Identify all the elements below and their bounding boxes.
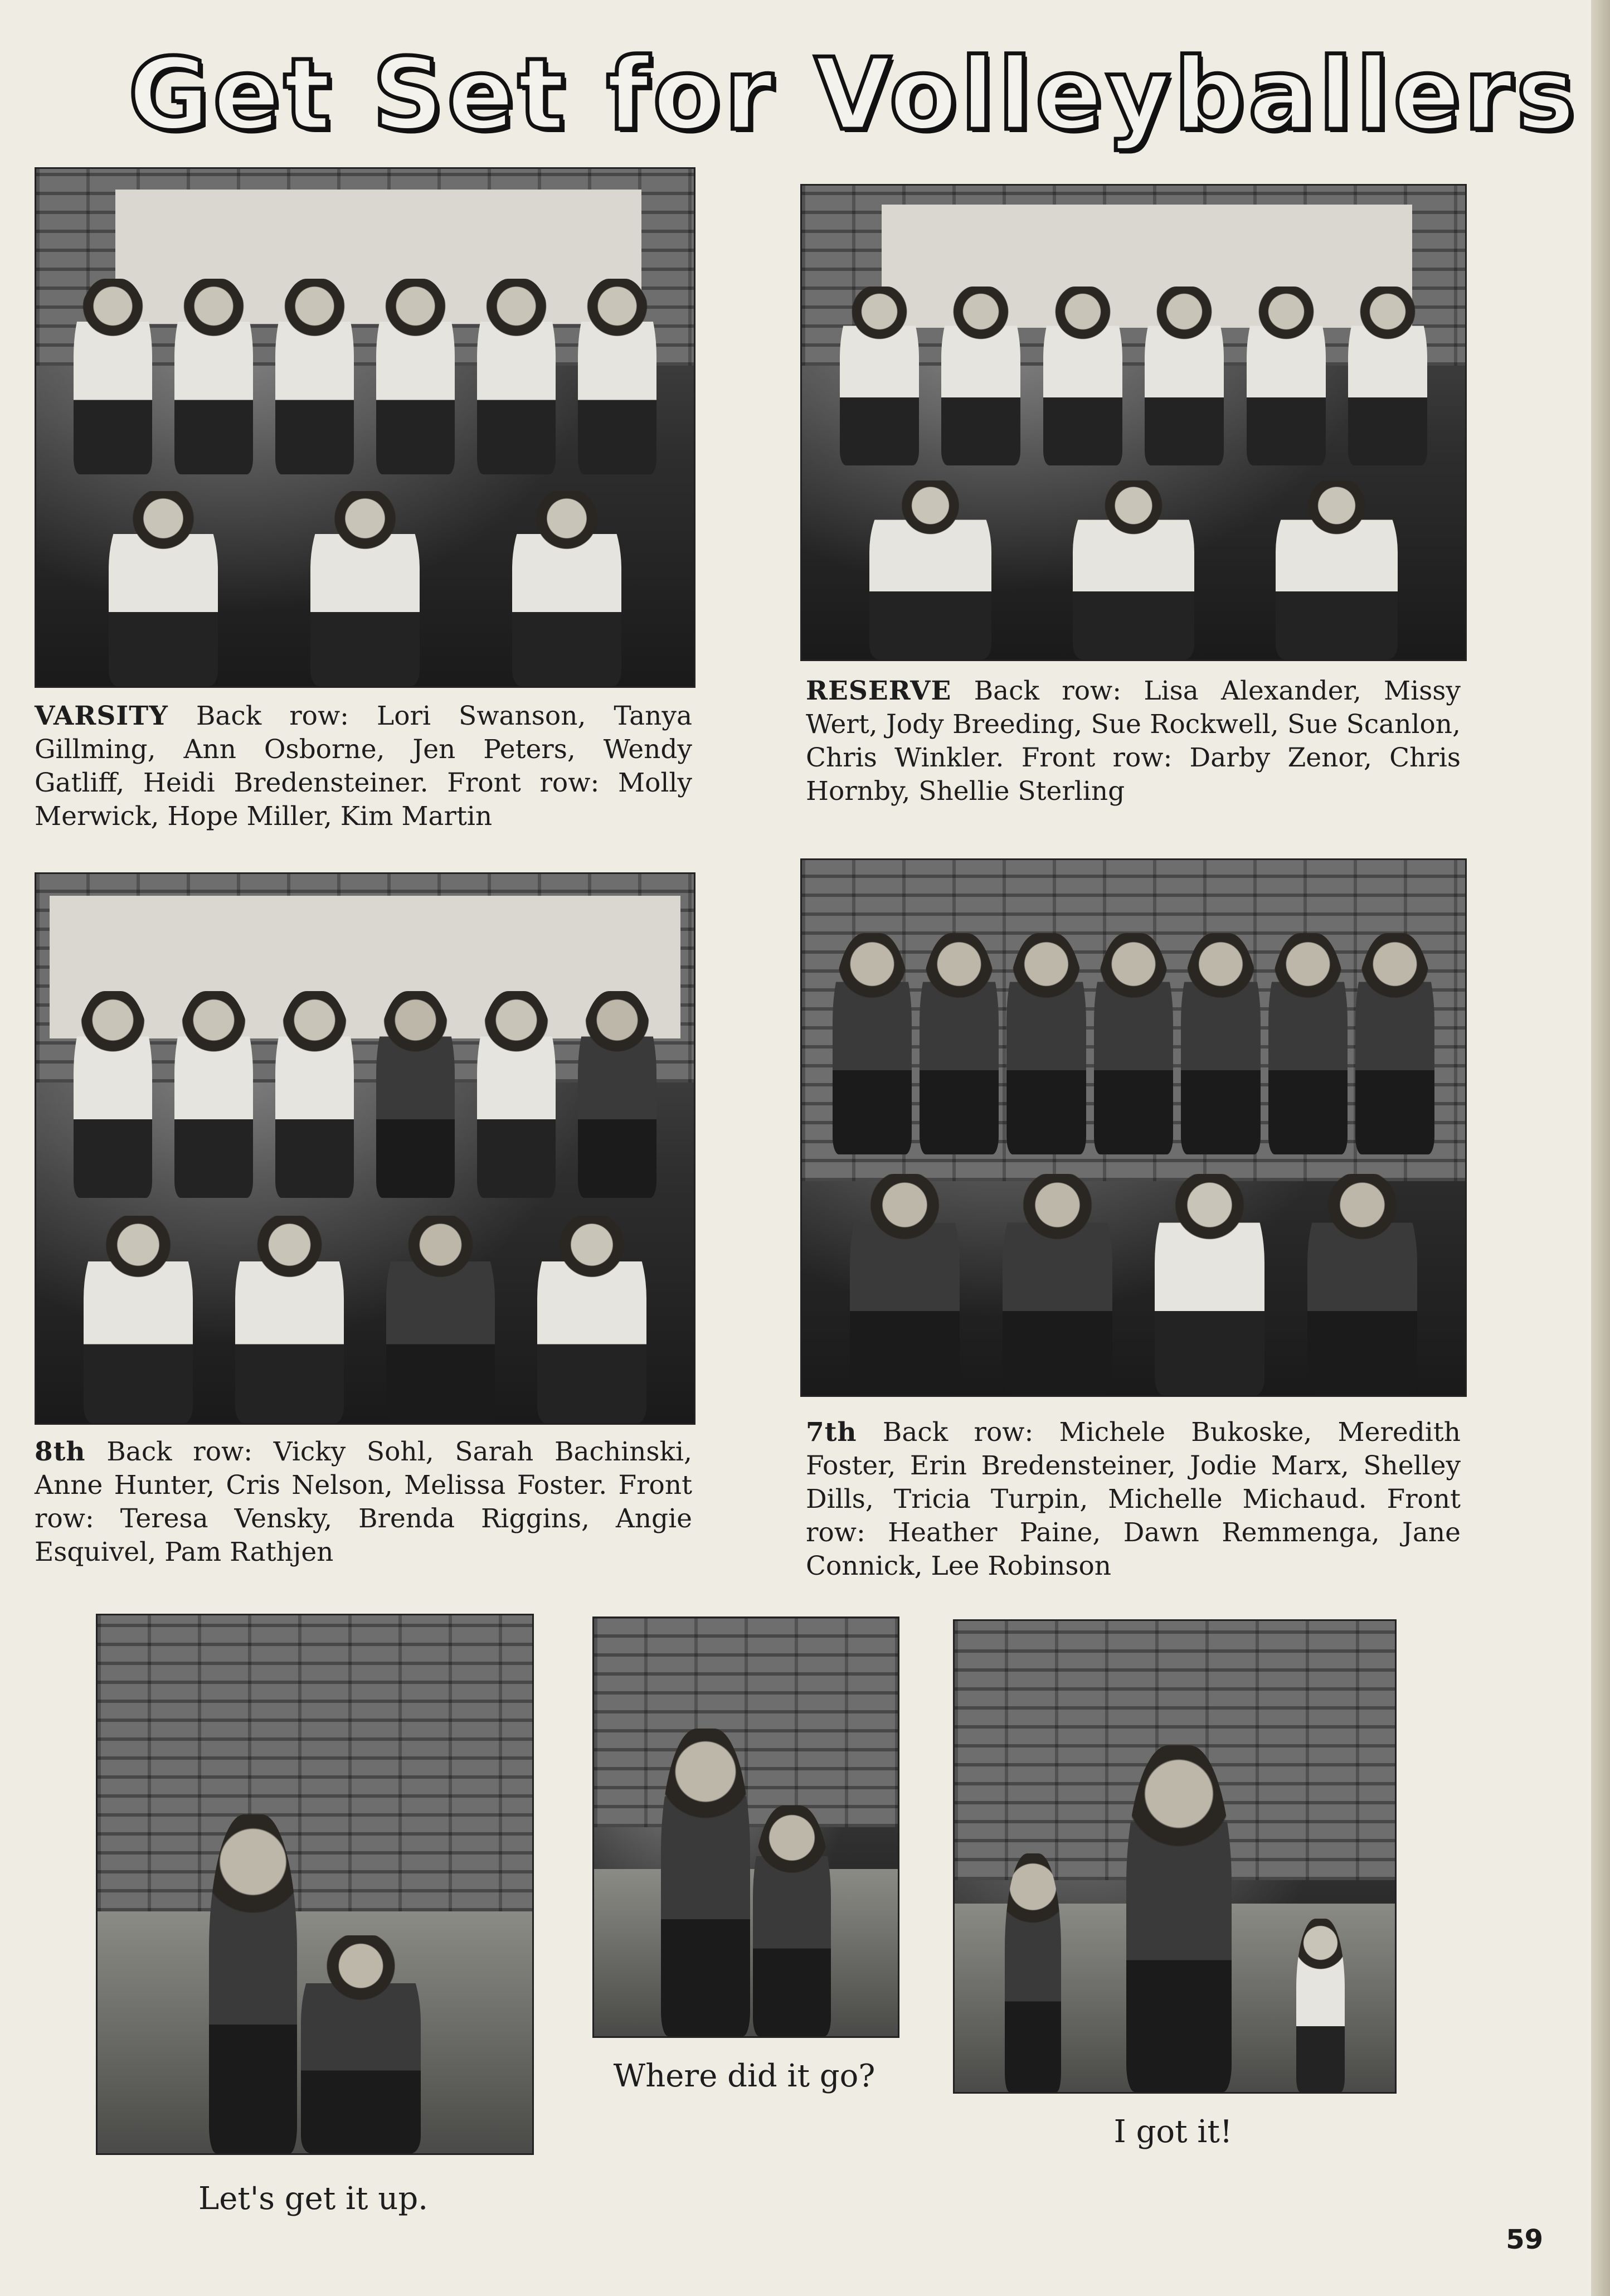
player bbox=[376, 991, 455, 1198]
reserve-caption-lead: RESERVE bbox=[806, 676, 952, 706]
player bbox=[850, 1174, 960, 1395]
player bbox=[477, 279, 556, 474]
player bbox=[1307, 1174, 1417, 1395]
player bbox=[235, 1216, 344, 1423]
varsity-caption bbox=[35, 700, 692, 833]
player bbox=[1181, 933, 1260, 1154]
player bbox=[275, 279, 354, 474]
action-photo-3 bbox=[953, 1619, 1397, 2094]
player bbox=[1145, 287, 1224, 465]
players-in-action bbox=[115, 1669, 515, 2154]
player bbox=[537, 1216, 646, 1423]
player bbox=[74, 279, 152, 474]
seventh-grade-caption-lead: 7th bbox=[806, 1417, 857, 1448]
seventh-grade-caption-text: Back row: Michele Bukoske, Meredith Foster, Erin Bredensteiner, Jodie Marx, Shelley Dills, Tricia Turpin, Michelle Michaud. Front row: Heather Paine, Dawn Remmenga, Jane Connick, Lee Robinson bbox=[806, 1417, 1461, 1581]
team-members bbox=[829, 914, 1439, 1395]
player bbox=[869, 480, 991, 659]
player bbox=[1247, 287, 1326, 465]
player bbox=[275, 991, 354, 1198]
player bbox=[661, 1729, 750, 2036]
varsity-team-photo bbox=[35, 167, 695, 688]
seventh-grade-team-photo bbox=[800, 858, 1467, 1397]
player bbox=[310, 491, 419, 686]
player bbox=[1348, 287, 1427, 465]
action-photo-2 bbox=[592, 1617, 899, 2038]
reserve-caption-text: Back row: Lisa Alexander, Missy Wert, Jody Breeding, Sue Rockwell, Sue Scanlon, Chris Winkler. Front row: Darby Zenor, Chris Hornby, Shellie Sterling bbox=[806, 676, 1461, 807]
player bbox=[512, 491, 621, 686]
seventh-grade-caption bbox=[806, 1416, 1461, 1583]
varsity-caption-text: Back row: Lori Swanson, Tanya Gillming, Ann Osborne, Jen Peters, Wendy Gatliff, Heidi Bredensteiner. Front row: Molly Merwick, Hope Miller, Kim Martin bbox=[35, 701, 692, 832]
eighth-grade-caption-text: Back row: Vicky Sohl, Sarah Bachinski, Anne Hunter, Cris Nelson, Melissa Foster. Front row: Teresa Vensky, Brenda Riggins, Angie Esquivel, Pam Rathjen bbox=[35, 1436, 692, 1567]
player bbox=[1094, 933, 1173, 1154]
player bbox=[578, 991, 656, 1198]
page-binding-edge bbox=[1591, 0, 1610, 2296]
team-members bbox=[829, 271, 1439, 659]
player bbox=[920, 933, 999, 1154]
eighth-grade-team-photo bbox=[35, 872, 695, 1425]
player bbox=[840, 287, 919, 465]
eighth-grade-caption bbox=[35, 1435, 692, 1569]
player bbox=[74, 991, 152, 1198]
player bbox=[578, 279, 656, 474]
varsity-caption-lead: VARSITY bbox=[35, 701, 168, 731]
team-members bbox=[62, 262, 668, 686]
action-photo-1 bbox=[96, 1614, 534, 2155]
player bbox=[941, 287, 1020, 465]
player bbox=[1073, 480, 1195, 659]
player bbox=[174, 991, 253, 1198]
player bbox=[1126, 1745, 1232, 2092]
reserve-team-photo bbox=[800, 184, 1467, 661]
page-number: 59 bbox=[1506, 2224, 1543, 2255]
player bbox=[1006, 933, 1086, 1154]
action-caption-1: Let's get it up. bbox=[198, 2181, 428, 2217]
player bbox=[1296, 1919, 1345, 2092]
team-members bbox=[62, 973, 668, 1423]
players-in-action bbox=[606, 1652, 886, 2036]
player bbox=[1276, 480, 1398, 659]
player bbox=[174, 279, 253, 474]
player bbox=[209, 1814, 297, 2153]
player bbox=[1043, 287, 1122, 465]
player bbox=[1268, 933, 1348, 1154]
player bbox=[1155, 1174, 1264, 1395]
player bbox=[833, 933, 912, 1154]
eighth-grade-caption-lead: 8th bbox=[35, 1436, 86, 1467]
player bbox=[386, 1216, 495, 1423]
player bbox=[301, 1935, 421, 2153]
player bbox=[1003, 1174, 1112, 1395]
page-title: Get Set for Volleyballers bbox=[128, 37, 1579, 152]
player bbox=[477, 991, 556, 1198]
player bbox=[753, 1805, 831, 2036]
reserve-caption bbox=[806, 674, 1461, 808]
player bbox=[84, 1216, 192, 1423]
player bbox=[1005, 1853, 1062, 2092]
player bbox=[376, 279, 455, 474]
player bbox=[109, 491, 217, 686]
player bbox=[1355, 933, 1434, 1154]
action-caption-3: I got it! bbox=[1113, 2114, 1233, 2150]
action-caption-2: Where did it go? bbox=[613, 2058, 875, 2094]
players-in-action bbox=[972, 1659, 1378, 2092]
